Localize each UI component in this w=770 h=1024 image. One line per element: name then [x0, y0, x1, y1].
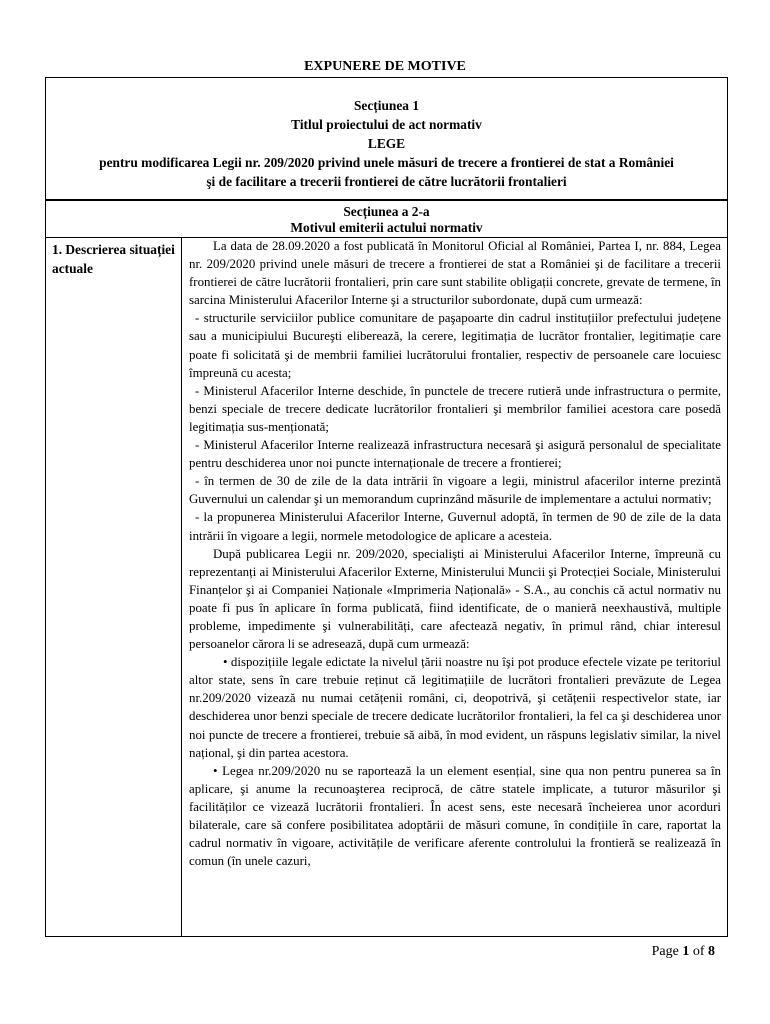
- act-title-line-2: şi de facilitare a trecerii frontierei de către lucrătorii frontalieri: [206, 174, 567, 189]
- list-item-methodological-norms: - la propunerea Ministerului Afacerilor Interne, Guvernul adoptă, în termen de 90 de zile de la data intrării în vigoare a legii, normele metodologice de aplicare a acesteia.: [189, 510, 721, 543]
- page-word: Page: [651, 944, 679, 959]
- section-1-heading: Secțiunea 1: [353, 98, 420, 113]
- row-label-current-situation: 1. Descrierea situației actuale: [52, 242, 175, 276]
- page-number: [652, 943, 715, 961]
- section-1-box: [45, 77, 728, 200]
- list-item-calendar-memorandum: - în termen de 30 de zile de la data intrării în vigoare a legii, ministrul afacerilor interne prezintă Guvernului un calendar şi un memorandum cuprinzând măsurile de implementare a actului normativ;: [189, 474, 721, 507]
- list-item-passport-services: - structurile serviciilor publice comunitare de paşapoarte din cadrul instituțiilor prefectului județene sau a municipiului Bucureşti eliberează, la cerere, legitimația de lucrător frontalier, legitimație care poate fi solicitată şi de membrii familiei lucrătorului frontalier, respectiv de persoanele care locuiesc împreună cu acesta;: [189, 311, 721, 380]
- section-1-subheading: Titlul proiectului de act normativ: [291, 117, 482, 132]
- of-word: of: [692, 944, 705, 959]
- section-2-header-box: [45, 200, 728, 238]
- bullet-item-mutual-recognition: • Legea nr.209/2020 nu se raportează la un element esențial, sine qua non pentru punerea sa în aplicare, şi anume la recunoaşterea reciprocă, de către statele implicate, a tuturor măsurilor şi facilităților ce vizează lucrătorii frontalieri. În acest sens, este necesară încheierea unor acorduri bilaterale, care să confere posibilitatea adoptării de măsuri comune, în condițiile în care, raportat la cadrul normativ în vigoare, activitățile de verificare aferente controlului la frontieră se realizează în comun (în unele cazuri,: [189, 763, 721, 869]
- section-1-content: [46, 96, 727, 191]
- list-item-special-lanes: - Ministerul Afacerilor Interne deschide, în punctele de trecere rutieră unde infrastructura o permite, benzi speciale de trecere dedicate lucrătorilor frontalieri şi membrilor familiei acestora care posedă legitimația sus-menționată;: [189, 383, 721, 434]
- current-situation-text: [189, 237, 721, 937]
- total-pages: 8: [708, 944, 715, 959]
- bullet-item-legal-effects: • dispozițiile legale edictate la nivelul țării noastre nu îşi pot produce efectele vizate pe teritoriul altor state, sens în care trebuie reținut că legitimațiile de lucrători frontalieri prevăzute de Legea nr.209/2020 vizează nu numai cetățenii români, ci, deopotrivă, şi cetățenii respectivelor state, iar deschiderea unor benzi speciale de trecere dedicate lucrătorilor frontalieri, la fel ca şi deschiderea unor noi puncte de trecere a frontierei, trebuie să aibă, în mod evident, un răspuns legislativ similar, la nivel național, şi din partea acestora.: [189, 655, 721, 760]
- section-2-header: [46, 204, 727, 236]
- current-page: 1: [682, 944, 690, 959]
- section-2-subheading: Motivul emiterii actului normativ: [290, 220, 483, 235]
- column-divider: [181, 237, 182, 937]
- act-title-line-1: pentru modificarea Legii nr. 209/2020 privind unele măsuri de trecere a frontierei de stat a României: [99, 155, 674, 170]
- list-item-infrastructure: - Ministerul Afacerilor Interne realizează infrastructura necesară şi asigură personalul de specialitate pentru deschiderea unor noi puncte internaționale de trecere a frontierei;: [189, 438, 721, 471]
- act-type: LEGE: [367, 136, 406, 151]
- paragraph-intro: La data de 28.09.2020 a fost publicată în Monitorul Oficial al României, Partea I, nr. 884, Legea nr. 209/2020 privind unele măsuri de trecere a frontierei de stat a României şi de facilitare a trecerii frontierei de către lucrătorii frontalieri, prin care sunt stabilite obligații concrete, grevate de termene, în sarcina Ministerului Afacerilor Interne şi a structurilor subordonate, după cum urmează:: [189, 239, 721, 308]
- paragraph-after-publication: După publicarea Legii nr. 209/2020, specialişti ai Ministerului Afacerilor Interne, împreună cu reprezentanți ai Ministerului Afacerilor Externe, Ministerului Muncii şi Protecției Sociale, Ministerului Finanțelor şi ai Companiei Naționale «Imprimeria Națională» - S.A., au conchis că actul normativ nu poate fi pus în aplicare în forma publicată, fiind identificate, de o manieră neexhaustivă, multiple probleme, impedimente şi vulnerabilități, care afectează negativ, în primul rând, chiar interesul persoanelor cărora li se adresează, după cum urmează:: [189, 546, 721, 652]
- section-2-heading: Secțiunea a 2-a: [343, 204, 430, 219]
- document-title: EXPUNERE DE MOTIVE: [304, 59, 466, 74]
